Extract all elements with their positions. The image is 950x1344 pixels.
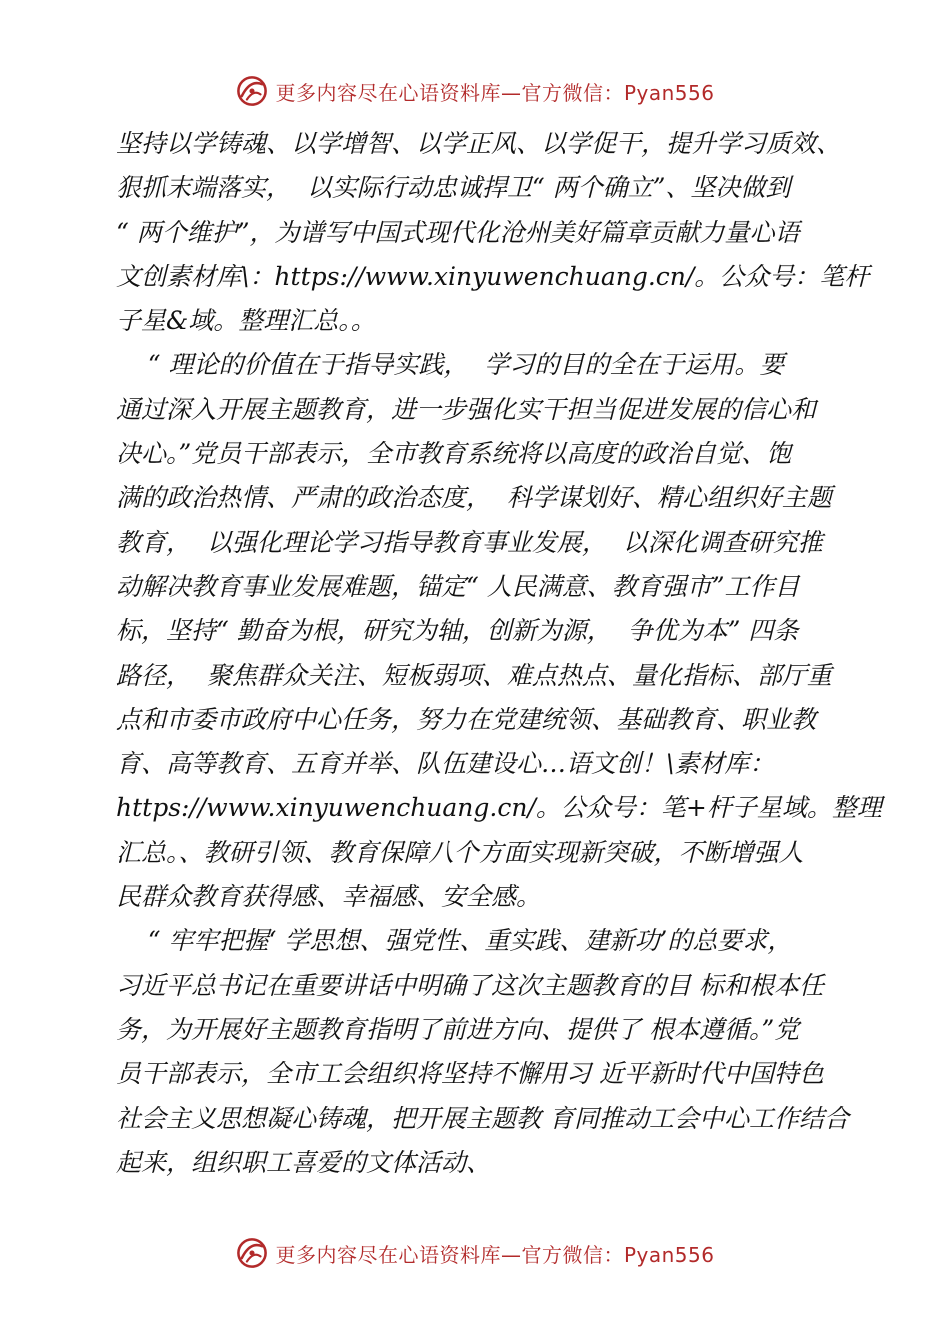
text-line: 起来，组织职工喜爱的文体活动、 xyxy=(116,1147,492,1177)
text-line: 标，坚持“ 勤奋为根，研究为轴，创新为源， 争优为本” 四条 xyxy=(116,616,799,646)
text-line: 通过深入开展主题教育，进一步强化实干担当促进发展的信心和 xyxy=(116,394,817,424)
swirl-logo-icon xyxy=(235,74,269,108)
text-line: 教育， 以强化理论学习指导教育事业发展， 以深化调查研究推 xyxy=(116,527,823,557)
header-banner-text: 更多内容尽在心语资料库—官方微信：Pyan556 xyxy=(275,80,715,105)
text-line: 文创素材库\：https://www.xinyuwenchuang.cn/。公众号：笔杆 xyxy=(116,261,870,291)
text-line: 习近平总书记在重要讲话中明确了这次主题教育的目 标和根本任 xyxy=(116,970,824,1000)
footer-banner xyxy=(0,1236,950,1270)
text-line: 路径， 聚焦群众关注、短板弱项、难点热点、量化指标、部厅重 xyxy=(116,660,832,690)
text-line: “ 牢牢把握‘ 学思想、强党性、重实践、建新功’的总要求， xyxy=(116,926,793,956)
text-line: 坚持以学铸魂、以学增智、以学正风、以学促干，提升学习质效、 xyxy=(116,129,842,158)
text-line: 汇总。、教研引领、教育保障八个方面实现新突破，不断增强人 xyxy=(116,837,804,867)
text-line: 民群众教育获得感、幸福感、安全感。 xyxy=(116,882,542,912)
text-line: 社会主义思想凝心铸魂，把开展主题教 育同推动工会中心工作结合 xyxy=(116,1103,849,1133)
text-line: 员干部表示，全市工会组织将坚持不懈用习 近平新时代中国特色 xyxy=(116,1059,824,1089)
swirl-logo-icon xyxy=(235,1236,269,1270)
text-line: 狠抓末端落实， 以实际行动忠诚捍卫“ 两个确立”、坚决做到 xyxy=(116,173,791,203)
text-line: “ 理论的价值在于指导实践， 学习的目的全在于运用。要 xyxy=(116,350,785,380)
text-line: 动解决教育事业发展难题，锚定“ 人民满意、教育强市”工作目 xyxy=(116,571,800,601)
text-line: 点和市委市政府中心任务，努力在党建统领、基础教育、职业教 xyxy=(116,704,817,734)
document-body xyxy=(116,122,882,1185)
text-line: “ 两个维护”，为谱写中国式现代化沧州美好篇章贡献力量心语 xyxy=(116,217,800,247)
text-line: 务，为开展好主题教育指明了前进方向、提供了 根本遵循。”党 xyxy=(116,1014,800,1044)
text-line: 满的政治热情、严肃的政治态度， 科学谋划好、精心组织好主题 xyxy=(116,483,832,513)
text-line: https://www.xinyuwenchuang.cn/。公众号：笔+杆子星域。整理 xyxy=(116,793,882,823)
footer-banner-text: 更多内容尽在心语资料库—官方微信：Pyan556 xyxy=(275,1242,715,1267)
header-banner xyxy=(0,74,950,108)
text-line: 育、高等教育、五育并举、队伍建设心…语文创！\素材库： xyxy=(116,749,775,779)
text-line: 决心。”党员干部表示，全市教育系统将以高度的政治自觉、饱 xyxy=(116,439,792,469)
text-line: 子星&域。整理汇总。。 xyxy=(116,306,376,336)
